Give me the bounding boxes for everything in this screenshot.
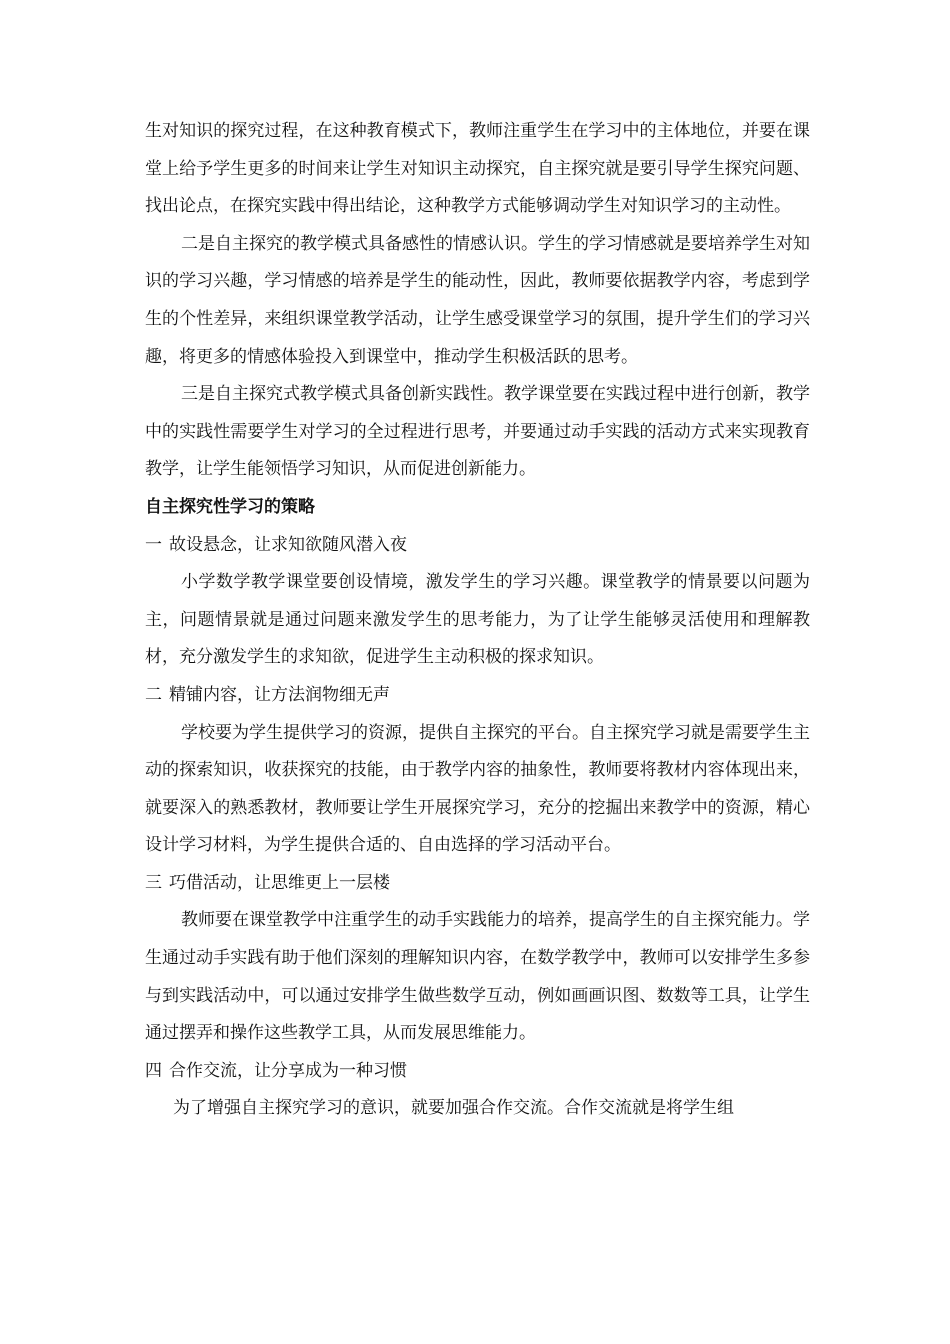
strategy-body: 学校要为学生提供学习的资源，提供自主探究的平台。自主探究学习就是需要学生主动的探索知识，收获探究的技能，由于教学内容的抽象性，教师要将教材内容体现出来，就要深入的熟悉教材，教师要让学生开展探究学习，充分的挖掘出来教学中的资源，精心设计学习材料，为学生提供合适的、自由选择的学习活动平台。: [145, 722, 810, 856]
strategy-title-text: 精铺内容，让方法润物细无声: [169, 684, 390, 705]
strategy-number: 四: [145, 1060, 162, 1081]
strategy-item-4: [145, 1053, 810, 1128]
strategy-title: [145, 1053, 810, 1091]
strategy-body: 小学数学教学课堂要创设情境，激发学生的学习兴趣。课堂教学的情景要以问题为主，问题情景就是通过问题来激发学生的思考能力，为了让学生能够灵活使用和理解教材，充分激发学生的求知欲，促进学生主动积极的探求知识。: [145, 572, 810, 668]
paragraph-emotional-cognition: 二是自主探究的教学模式具备感性的情感认识。学生的学习情感就是要培养学生对知识的学习兴趣，学习情感的培养是学生的能动性，因此，教师要依据教学内容，考虑到学生的个性差异，来组织课堂教学活动，让学生感受课堂学习的氛围，提升学生们的学习兴趣，将更多的情感体验投入到课堂中，推动学生积极活跃的思考。: [145, 233, 810, 367]
document-page: [145, 113, 810, 1128]
strategy-body: 为了增强自主探究学习的意识，就要加强合作交流。合作交流就是将学生组: [173, 1098, 734, 1119]
strategy-number: 一: [145, 534, 162, 555]
strategy-number: 二: [145, 684, 162, 705]
strategy-item-3: [145, 865, 810, 1053]
strategy-title: [145, 865, 810, 903]
strategy-body: 教师要在课堂教学中注重学生的动手实践能力的培养，提高学生的自主探究能力。学生通过动手实践有助于他们深刻的理解知识内容，在数学教学中，教师可以安排学生多参与到实践活动中，可以通过安排学生做些数学互动，例如画画识图、数数等工具，让学生通过摆弄和操作这些教学工具，从而发展思维能力。: [145, 910, 810, 1044]
strategy-number: 三: [145, 872, 162, 893]
strategy-title: [145, 677, 810, 715]
section-heading: 自主探究性学习的策略: [145, 496, 315, 517]
strategy-item-1: [145, 527, 810, 677]
strategy-item-2: [145, 677, 810, 865]
strategy-title: [145, 527, 810, 565]
strategy-title-text: 故设悬念，让求知欲随风潜入夜: [169, 534, 407, 555]
paragraph-continuation: 生对知识的探究过程，在这种教育模式下，教师注重学生在学习中的主体地位，并要在课堂上给予学生更多的时间来让学生对知识主动探究，自主探究就是要引导学生探究问题、找出论点，在探究实践中得出结论，这种教学方式能够调动学生对知识学习的主动性。: [145, 121, 810, 217]
strategy-title-text: 合作交流，让分享成为一种习惯: [169, 1060, 407, 1081]
strategy-title-text: 巧借活动，让思维更上一层楼: [169, 872, 390, 893]
paragraph-innovative-practice: 三是自主探究式教学模式具备创新实践性。教学课堂要在实践过程中进行创新，教学中的实践性需要学生对学习的全过程进行思考，并要通过动手实践的活动方式来实现教育教学，让学生能领悟学习知识，从而促进创新能力。: [145, 384, 810, 480]
